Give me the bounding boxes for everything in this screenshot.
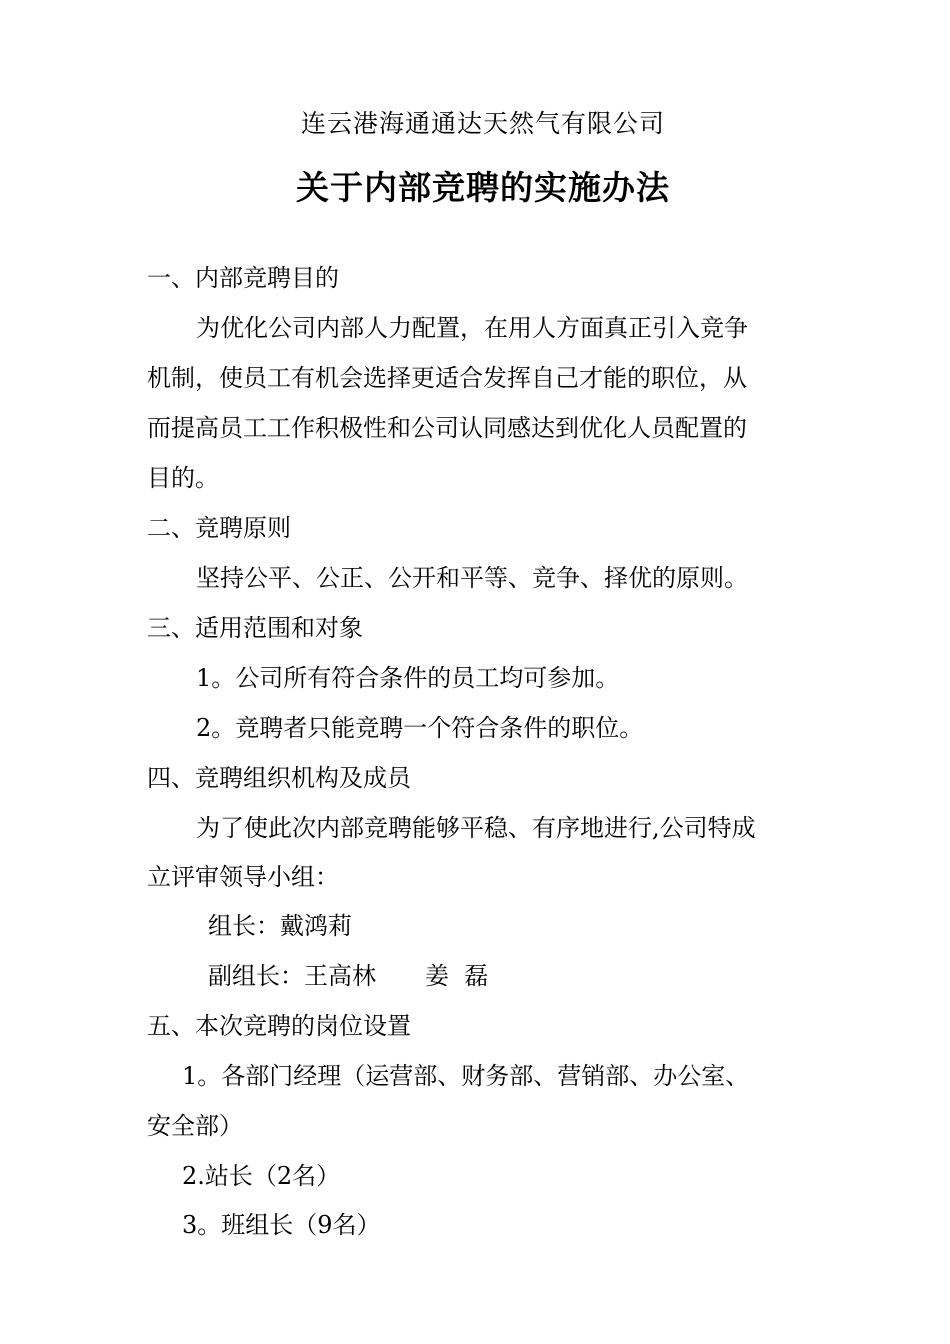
document-title: 关于内部竞聘的实施办法 <box>296 168 670 207</box>
list-item: 安全部） <box>147 1112 243 1140</box>
list-item: 2。竞聘者只能竞聘一个符合条件的职位。 <box>196 714 644 742</box>
paragraph-line: 为优化公司内部人力配置，在用人方面真正引入竞争 <box>196 314 748 342</box>
section-heading-scope: 三、适用范围和对象 <box>147 614 363 642</box>
company-name: 连云港海通通达天然气有限公司 <box>300 109 665 138</box>
list-item: 1。各部门经理（运营部、财务部、营销部、办公室、 <box>182 1062 750 1090</box>
section-heading-purpose: 一、内部竞聘目的 <box>147 264 339 292</box>
paragraph-line: 坚持公平、公正、公开和平等、竞争、择优的原则。 <box>196 564 748 592</box>
team-leader: 组长：戴鸿莉 <box>208 912 352 940</box>
paragraph-line: 机制，使员工有机会选择更适合发挥自己才能的职位，从 <box>147 364 747 392</box>
deputy-leader-2: 姜 磊 <box>425 962 489 990</box>
paragraph-line: 立评审领导小组： <box>147 863 339 891</box>
paragraph-line: 为了使此次内部竞聘能够平稳、有序地进行,公司特成 <box>196 814 756 842</box>
section-heading-principles: 二、竞聘原则 <box>147 514 291 542</box>
paragraph-line: 目的。 <box>147 464 219 492</box>
list-item: 1。公司所有符合条件的员工均可参加。 <box>196 664 620 692</box>
list-item: 3。班组长（9名） <box>182 1211 381 1239</box>
deputy-leader-1: 副组长：王高林 <box>208 962 376 990</box>
section-heading-organization: 四、竞聘组织机构及成员 <box>147 764 411 792</box>
list-item: 2.站长（2名） <box>182 1162 341 1190</box>
paragraph-line: 而提高员工工作积极性和公司认同感达到优化人员配置的 <box>147 414 747 442</box>
section-heading-positions: 五、本次竞聘的岗位设置 <box>147 1012 411 1040</box>
